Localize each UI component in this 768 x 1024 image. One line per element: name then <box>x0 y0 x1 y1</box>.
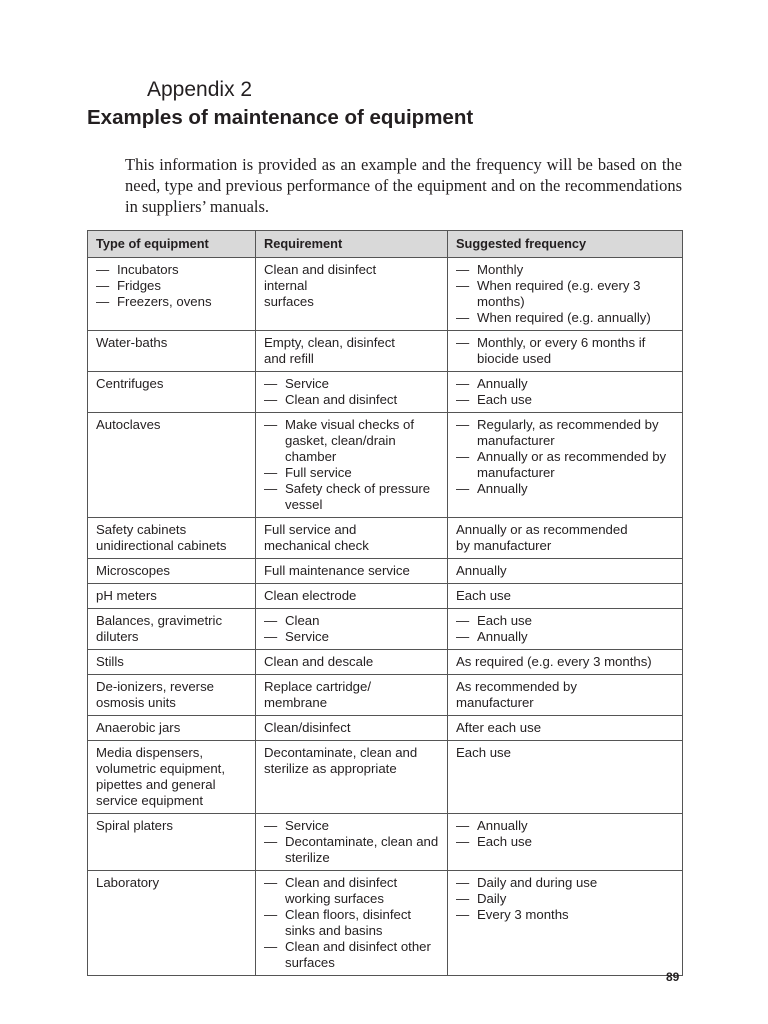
cell-text-line: After each use <box>456 720 542 735</box>
appendix-label: Appendix 2 <box>147 78 253 101</box>
frequency-cell <box>448 518 683 559</box>
cell-text-line: Water-baths <box>96 335 168 350</box>
requirement-cell <box>256 518 448 559</box>
dash-list-item: — Freezers, ovens <box>96 294 247 310</box>
table-header-row <box>88 231 683 258</box>
cell-text-line: surfaces <box>264 294 314 309</box>
frequency-cell <box>448 413 683 518</box>
dash-list-item: — Annually <box>456 481 674 497</box>
requirement-cell <box>256 814 448 871</box>
requirement-cell <box>256 871 448 976</box>
dash-list-item: — Monthly, or every 6 months if biocide used <box>456 335 674 367</box>
dash-list-item: — Annually <box>456 818 674 834</box>
equipment-cell <box>88 559 256 584</box>
frequency-cell <box>448 258 683 331</box>
cell-text-line: Clean/disinfect <box>264 720 351 735</box>
dash-list-item: — Daily and during use <box>456 875 674 891</box>
frequency-cell <box>448 741 683 814</box>
table-row <box>88 871 683 976</box>
frequency-cell <box>448 716 683 741</box>
cell-text-line: Laboratory <box>96 875 160 890</box>
table-row <box>88 609 683 650</box>
table-row <box>88 518 683 559</box>
cell-text-line: Stills <box>96 654 124 669</box>
intro-paragraph: This information is provided as an example and the frequency will be based on the need, type and previous performance of the equipment and on the recommendations in suppliers’ manuals. <box>125 155 682 216</box>
frequency-cell <box>448 675 683 716</box>
table-row <box>88 584 683 609</box>
dash-list-item: — Clean floors, disinfect sinks and basins <box>264 907 439 939</box>
cell-text-line: mechanical check <box>264 538 369 553</box>
cell-text-line: sterilize as appropriate <box>264 761 397 776</box>
cell-text-line: De-ionizers, reverse <box>96 679 214 694</box>
maintenance-table <box>87 230 683 976</box>
dash-list-item: — Annually or as recommended by manufacturer <box>456 449 674 481</box>
cell-text-line: membrane <box>264 695 328 710</box>
dash-list-item: — Safety check of pressure vessel <box>264 481 439 513</box>
dash-list-item: — Daily <box>456 891 674 907</box>
equipment-cell <box>88 258 256 331</box>
cell-text-line: Clean electrode <box>264 588 357 603</box>
table-row <box>88 258 683 331</box>
requirement-cell <box>256 331 448 372</box>
equipment-cell <box>88 741 256 814</box>
cell-text-line: Each use <box>456 745 511 760</box>
table-row <box>88 716 683 741</box>
table-row <box>88 741 683 814</box>
requirement-cell <box>256 609 448 650</box>
frequency-cell <box>448 331 683 372</box>
equipment-cell <box>88 372 256 413</box>
dash-list-item: — Full service <box>264 465 439 481</box>
cell-text-line: Clean and descale <box>264 654 374 669</box>
cell-text-line: Centrifuges <box>96 376 164 391</box>
table-body <box>88 258 683 976</box>
dash-list-item: — Each use <box>456 613 674 629</box>
frequency-cell <box>448 584 683 609</box>
header-type-of-equipment: Type of equipment <box>88 231 256 258</box>
equipment-cell <box>88 609 256 650</box>
dash-list-item: — Each use <box>456 392 674 408</box>
header-suggested-frequency: Suggested frequency <box>448 231 683 258</box>
cell-text-line: manufacturer <box>456 695 534 710</box>
dash-list-item: — Every 3 months <box>456 907 674 923</box>
equipment-cell <box>88 716 256 741</box>
cell-text-line: Media dispensers, <box>96 745 204 760</box>
cell-text-line: Full service and <box>264 522 357 537</box>
frequency-cell <box>448 559 683 584</box>
equipment-cell <box>88 413 256 518</box>
requirement-cell <box>256 675 448 716</box>
requirement-cell <box>256 741 448 814</box>
table-row <box>88 372 683 413</box>
cell-text-line: and refill <box>264 351 314 366</box>
table-row <box>88 650 683 675</box>
cell-text-line: Annually <box>456 563 507 578</box>
dash-list-item: — Monthly <box>456 262 674 278</box>
cell-text-line: osmosis units <box>96 695 176 710</box>
dash-list-item: — Regularly, as recommended by manufacturer <box>456 417 674 449</box>
cell-text-line: Spiral platers <box>96 818 173 833</box>
requirement-cell <box>256 559 448 584</box>
frequency-cell <box>448 372 683 413</box>
dash-list-item: — Service <box>264 818 439 834</box>
requirement-cell <box>256 650 448 675</box>
dash-list-item: — Service <box>264 629 439 645</box>
cell-text-line: Replace cartridge/ <box>264 679 372 694</box>
equipment-cell <box>88 675 256 716</box>
frequency-cell <box>448 650 683 675</box>
cell-text-line: Microscopes <box>96 563 171 578</box>
cell-text-line: Decontaminate, clean and <box>264 745 418 760</box>
table-row <box>88 331 683 372</box>
dash-list-item: — Clean and disinfect working surfaces <box>264 875 439 907</box>
cell-text-line: Full maintenance service <box>264 563 410 578</box>
cell-text-line: Annually or as recommended <box>456 522 628 537</box>
dash-list-item: — When required (e.g. annually) <box>456 310 674 326</box>
cell-text-line: internal <box>264 278 308 293</box>
equipment-cell <box>88 814 256 871</box>
cell-text-line: unidirectional cabinets <box>96 538 227 553</box>
cell-text-line: As required (e.g. every 3 months) <box>456 654 652 669</box>
table-row <box>88 559 683 584</box>
dash-list-item: — Incubators <box>96 262 247 278</box>
cell-text-line: diluters <box>96 629 139 644</box>
requirement-cell <box>256 372 448 413</box>
dash-list-item: — Clean and disinfect other surfaces <box>264 939 439 971</box>
requirement-cell <box>256 716 448 741</box>
page-title: Examples of maintenance of equipment <box>87 106 474 129</box>
dash-list-item: — Clean and disinfect <box>264 392 439 408</box>
requirement-cell <box>256 413 448 518</box>
cell-text-line: pH meters <box>96 588 157 603</box>
equipment-cell <box>88 584 256 609</box>
cell-text-line: Autoclaves <box>96 417 161 432</box>
table-row <box>88 413 683 518</box>
requirement-cell <box>256 258 448 331</box>
dash-list-item: — Each use <box>456 834 674 850</box>
cell-text-line: As recommended by <box>456 679 577 694</box>
equipment-cell <box>88 331 256 372</box>
dash-list-item: — Service <box>264 376 439 392</box>
cell-text-line: Safety cabinets <box>96 522 187 537</box>
table-row <box>88 675 683 716</box>
frequency-cell <box>448 871 683 976</box>
cell-text-line: service equipment <box>96 793 204 808</box>
cell-text-line: volumetric equipment, <box>96 761 226 776</box>
cell-text-line: Balances, gravimetric <box>96 613 223 628</box>
equipment-cell <box>88 650 256 675</box>
page-number: 89 <box>666 970 680 984</box>
cell-text-line: Empty, clean, disinfect <box>264 335 395 350</box>
cell-text-line: Clean and disinfect <box>264 262 377 277</box>
dash-list-item: — When required (e.g. every 3 months) <box>456 278 674 310</box>
dash-list-item: — Fridges <box>96 278 247 294</box>
dash-list-item: — Decontaminate, clean and sterilize <box>264 834 439 866</box>
header-requirement: Requirement <box>256 231 448 258</box>
table-row <box>88 814 683 871</box>
equipment-cell <box>88 518 256 559</box>
dash-list-item: — Clean <box>264 613 439 629</box>
equipment-cell <box>88 871 256 976</box>
cell-text-line: Each use <box>456 588 511 603</box>
dash-list-item: — Annually <box>456 376 674 392</box>
cell-text-line: Anaerobic jars <box>96 720 181 735</box>
cell-text-line: pipettes and general <box>96 777 216 792</box>
dash-list-item: — Annually <box>456 629 674 645</box>
cell-text-line: by manufacturer <box>456 538 552 553</box>
frequency-cell <box>448 814 683 871</box>
frequency-cell <box>448 609 683 650</box>
requirement-cell <box>256 584 448 609</box>
dash-list-item: — Make visual checks of gasket, clean/drain chamber <box>264 417 439 465</box>
